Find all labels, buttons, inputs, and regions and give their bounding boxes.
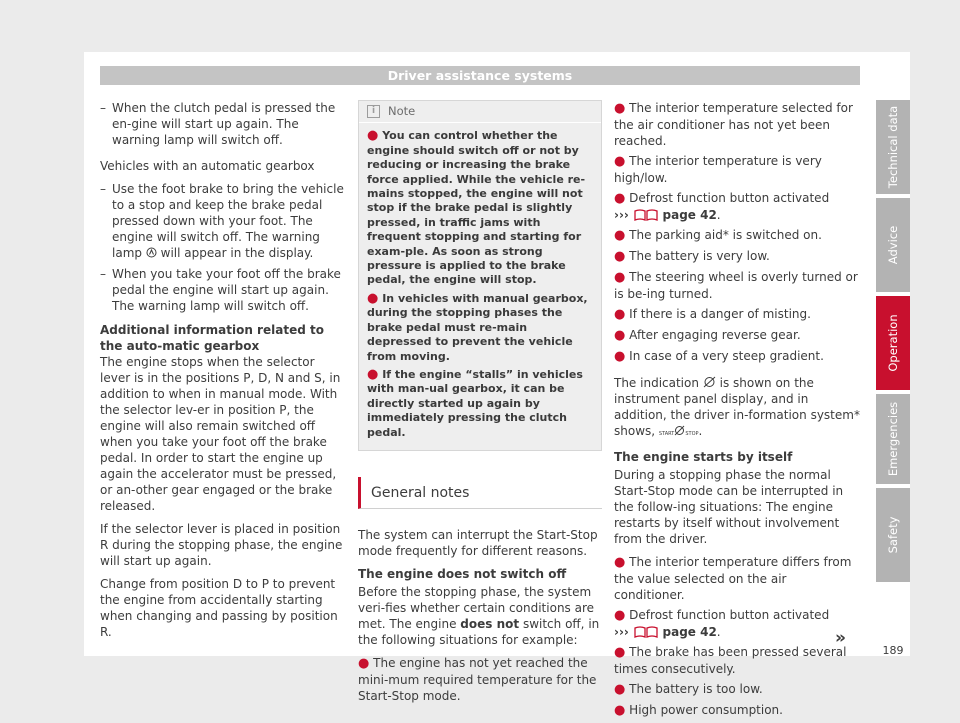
info-icon: i <box>367 105 380 118</box>
column-right <box>614 100 860 723</box>
list-item: ● The engine has not yet reached the mini-mum required temperature for the Start-Stop mode. <box>358 655 597 703</box>
paragraph-indication: The indication is shown on the instrument panel display, and in addition, the driver in-formation system* shows, START STOP. <box>614 376 860 438</box>
page-reference-link[interactable]: page 42 <box>662 625 717 639</box>
dash-item-release-brake: – When you take your foot off the brake pedal the engine will start up again. The warning lamp will switch off. <box>100 266 344 314</box>
paragraph-position-r: If the selector lever is placed in position R during the stopping phase, the engine will start up again. <box>100 522 343 568</box>
page-reference-link[interactable]: page 42 <box>662 208 717 222</box>
note-box <box>358 100 602 451</box>
list-item: ● The steering wheel is overly turned or is be-ing turned. <box>614 270 858 301</box>
page-number: 189 <box>882 644 904 657</box>
list-item: ● The interior temperature selected for the air conditioner has not yet been reached. <box>614 101 853 148</box>
note-item: ● If the engine “stalls” in vehicles with man-ual gearbox, it can be directly started up again by immediately pressing the clutch pedal. <box>367 366 583 439</box>
list-item: ● The brake has been pressed several times consecutively. <box>614 645 847 676</box>
paragraph-d-to-p: Change from position D to P to prevent the engine from accidentally starting when changing and passing by position R. <box>100 577 338 639</box>
page-header: Driver assistance systems <box>100 66 860 85</box>
list-item: ● In case of a very steep gradient. <box>614 349 824 364</box>
tab-technical-data[interactable]: Technical data <box>876 100 910 194</box>
list-item: ● After engaging reverse gear. <box>614 328 801 343</box>
tab-operation[interactable]: Operation <box>876 296 910 390</box>
paragraph-restart: During a stopping phase the normal Start-Stop mode can be interrupted in the follow-ing situations: The engine restarts by itself without involvement from the driver. <box>614 468 844 546</box>
paragraph-interrupt: The system can interrupt the Start-Stop mode frequently for different reasons. <box>358 527 598 558</box>
tab-safety[interactable]: Safety <box>876 488 910 582</box>
tab-emergencies[interactable]: Emergencies <box>876 394 910 484</box>
list-item: ● The battery is too low. <box>614 682 763 697</box>
list-item-defrost-2: ● Defrost function button activated ››› page 42. <box>614 608 830 639</box>
book-reference-icon <box>633 208 659 222</box>
continue-marker: » <box>835 628 846 648</box>
note-header <box>359 101 601 123</box>
start-stop-icon <box>674 425 685 436</box>
list-item-defrost: ● Defrost function button activated ››› page 42. <box>614 191 830 222</box>
paragraph-selector-positions: The engine stops when the selector lever is in the positions P, D, N and S, in addition to when in manual mode. With the selector lev-er in position P, the engine will also remain switched off when you take your foot off the brake pedal. In order to start the engine up again the accelerator must be pressed, or an-other gear engaged or the brake released. <box>100 355 341 513</box>
list-item: ● The interior temperature is very high/low. <box>614 154 822 185</box>
note-title: Note <box>388 104 416 118</box>
tab-advice[interactable]: Advice <box>876 198 910 292</box>
heading-additional-info: Additional information related to the auto-matic gearbox <box>100 323 324 353</box>
list-item: ● High power consumption. <box>614 703 783 718</box>
book-reference-icon <box>633 625 659 639</box>
column-left <box>100 100 344 647</box>
column-middle <box>358 100 602 708</box>
note-body <box>359 123 601 440</box>
note-item: ● You can control whether the engine should switch off or not by reducing or increasing the brake force applied. While the vehicle re-mains stopped, the engine will not stop if the brake pedal is slightly pressed, in traffic jams with frequent stopping and starting for exam-ple. As soon as strong pressure is applied to the brake pedal, the engine will stop. <box>367 128 586 287</box>
paragraph-conditions: Before the stopping phase, the system veri-fies whether certain conditions are met. The engine does not switch off, in the following situations for example: <box>358 584 600 647</box>
heading-automatic: Vehicles with an automatic gearbox <box>100 159 315 173</box>
dash-item-foot-brake: – Use the foot brake to bring the vehicle to a stop and keep the brake pedal pressed down with your foot. The engine will switch off. The warning lamp will appear in the display. <box>100 181 344 261</box>
heading-not-switch-off: The engine does not switch off <box>358 566 567 581</box>
list-item: ● The interior temperature differs from the value selected on the air conditioner. <box>614 555 852 602</box>
list-item: ● The battery is very low. <box>614 249 770 264</box>
list-item: ● If there is a danger of misting. <box>614 307 811 322</box>
dash-item-clutch: – When the clutch pedal is pressed the en-gine will start up again. The warning lamp will switch off. <box>100 100 344 148</box>
start-stop-off-icon <box>703 376 716 388</box>
list-item: ● The parking aid* is switched on. <box>614 228 822 243</box>
start-stop-warning-icon <box>146 247 157 258</box>
heading-engine-starts: The engine starts by itself <box>614 450 793 464</box>
section-title-general-notes: General notes <box>358 477 602 509</box>
note-item: ● In vehicles with manual gearbox, during the stopping phases the brake pedal must re-main depressed to prevent the vehicle from moving. <box>367 290 588 363</box>
